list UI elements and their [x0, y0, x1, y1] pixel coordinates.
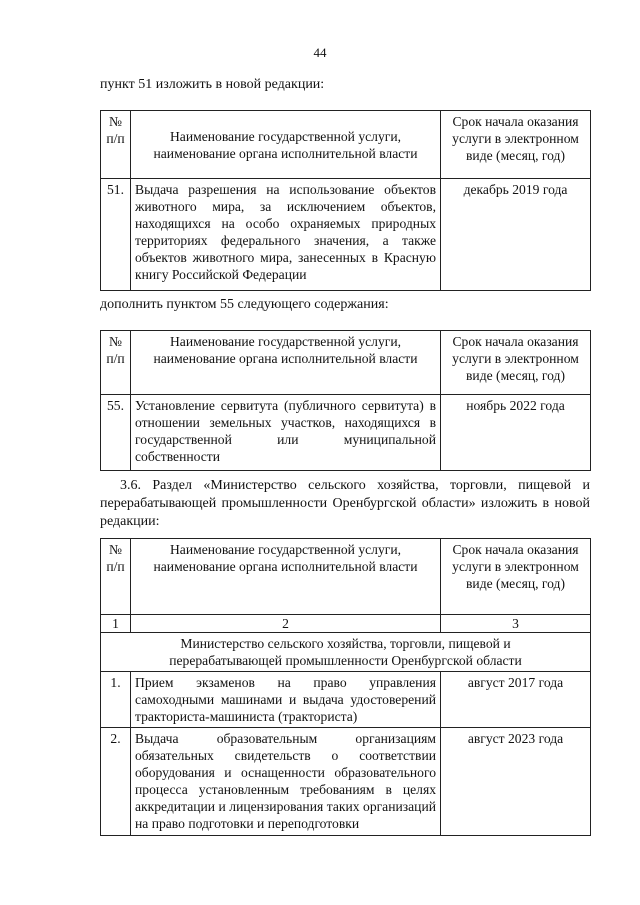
header-service-name: Наименование государственной услуги, наименование органа исполнительной власти: [131, 539, 441, 615]
table-row: [101, 179, 591, 291]
column-number-3: 3: [441, 615, 591, 633]
page-number: 44: [313, 45, 327, 60]
header-number: № п/п: [101, 111, 131, 179]
table-section-3-6: [100, 538, 591, 836]
header-start-date: Срок начала оказания услуги в электронном виде (месяц, год): [441, 111, 591, 179]
row-number: 55.: [101, 395, 131, 471]
table-point-51: [100, 110, 591, 291]
table-row: [101, 672, 591, 728]
header-number: № п/п: [101, 539, 131, 615]
row-start-date: август 2023 года: [441, 728, 591, 836]
table-point-55: [100, 330, 591, 471]
header-number: № п/п: [101, 331, 131, 395]
table-header-row: [101, 331, 591, 395]
paragraph-section-3-6: 3.6. Раздел «Министерство сельского хозяйства, торговли, пищевой и перерабатывающей промышленности Оренбургской области» изложить в новой редакции:: [100, 478, 590, 529]
row-number: 2.: [101, 728, 131, 836]
table-row: [101, 728, 591, 836]
column-number-2: 2: [131, 615, 441, 633]
header-service-name: Наименование государственной услуги, наименование органа исполнительной власти: [131, 331, 441, 395]
header-start-date: Срок начала оказания услуги в электронном виде (месяц, год): [441, 539, 591, 615]
table-row: [101, 395, 591, 471]
section-title-row: [101, 633, 591, 672]
column-number-1: 1: [101, 615, 131, 633]
column-number-row: [101, 615, 591, 633]
row-number: 51.: [101, 179, 131, 291]
row-service-name: Установление сервитута (публичного сервитута) в отношении земельных участков, находящихся в государственной или муниципальной собственности: [131, 395, 441, 471]
row-start-date: декабрь 2019 года: [441, 179, 591, 291]
row-number: 1.: [101, 672, 131, 728]
table-header-row: [101, 111, 591, 179]
row-start-date: ноябрь 2022 года: [441, 395, 591, 471]
row-service-name: Прием экзаменов на право управления самоходными машинами и выдача удостоверений тракториста-машиниста (тракториста): [131, 672, 441, 728]
table-header-row: [101, 539, 591, 615]
row-start-date: август 2017 года: [441, 672, 591, 728]
paragraph-point-51: пункт 51 изложить в новой редакции:: [100, 77, 325, 92]
paragraph-point-55: дополнить пунктом 55 следующего содержания:: [100, 297, 389, 312]
row-service-name: Выдача разрешения на использование объектов животного мира, за исключением объектов, находящихся на особо охраняемых природных территориях федерального значения, а также объектов животного мира, занесенных в Красную книгу Российской Федерации: [131, 179, 441, 291]
header-start-date: Срок начала оказания услуги в электронном виде (месяц, год): [441, 331, 591, 395]
header-service-name: Наименование государственной услуги, наименование органа исполнительной власти: [131, 111, 441, 179]
section-title: Министерство сельского хозяйства, торговли, пищевой и перерабатывающей промышленности Оренбургской области: [101, 633, 591, 672]
row-service-name: Выдача образовательным организациям обязательных свидетельств о соответствии оборудования и оснащенности образовательного процесса установленным требованиям в целях аккредитации и лицензирования таких организаций на право подготовки и переподготовки: [131, 728, 441, 836]
